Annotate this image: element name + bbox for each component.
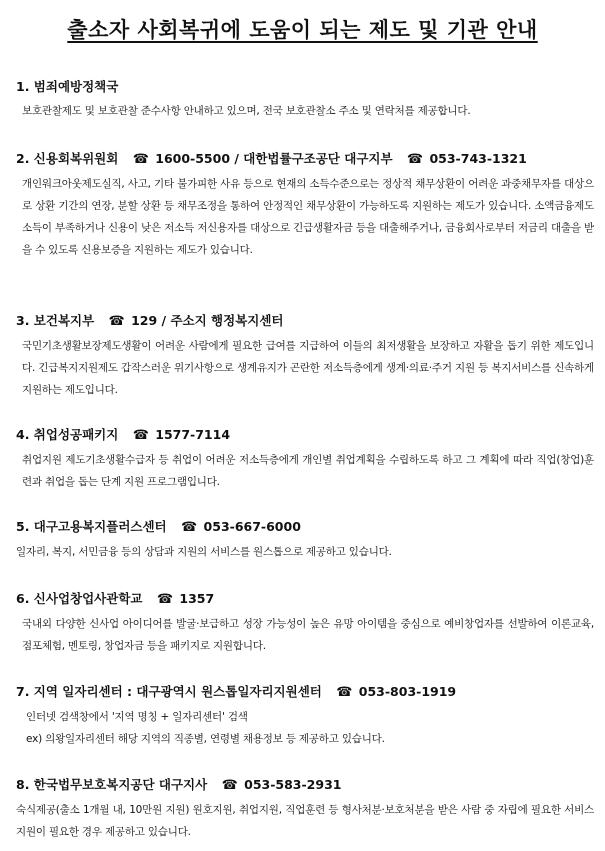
section-body [16,173,594,261]
section-body [16,449,594,493]
contact-phone: 1357 [179,591,215,606]
section-paragraph: 일자리, 복지, 서민금융 등의 상담과 지원의 서비스를 원스톱으로 제공하고 있습니다. [16,546,392,558]
section-heading: 1. 범죄예방정책국 [16,79,119,94]
contact-phone: 053-667-6000 [203,519,301,534]
contact-phone: 129 / 주소지 행정복지센터 [131,313,284,328]
section-legal-protection-welfare [16,776,594,843]
section-credit-recovery [16,150,594,261]
section-startup-academy [16,590,594,657]
section-heading-title: 6. 신사업창업사관학교 [16,591,143,606]
section-body [16,799,594,843]
page-title [0,14,605,44]
section-paragraph: 국내외 다양한 신사업 아이디어를 발굴·보급하고 성장 가능성이 높은 유망 아이템을 중심으로 예비창업자를 선발하여 이론교육, 점포체험, 멘토링, 창업자금 등을 패키지로 지원합니다. [22,618,594,652]
section-paragraph: 국민기초생활보장제도생활이 어려운 사람에게 필요한 급여를 지급하여 이들의 최저생활을 보장하고 자활을 돕기 위한 제도입니다. 긴급복지지원제도 갑작스러운 위기사항으로 생계유지가 곤란한 저소득층에게 생계·의료·주거 지원 등 복지서비스를 신속하게 지원하는 제도입니다. [22,340,594,396]
section-paragraph: 보호관찰제도 및 보호관찰 준수사항 안내하고 있으며, 전국 보호관찰소 주소 및 연락처를 제공합니다. [22,105,471,117]
section-heading [16,590,594,609]
section-heading [16,426,594,445]
section-crime-prevention [16,78,594,122]
section-heading-title: 4. 취업성공패키지 [16,427,119,442]
section-heading-title: 8. 한국법무보호복지공단 대구지사 [16,777,208,792]
section-heading-title: 2. 신용회복위원회 [16,151,119,166]
section-body [16,541,594,563]
section-heading [16,312,594,331]
page-title-text: 출소자 사회복귀에 도움이 되는 제도 및 기관 안내 [67,18,538,42]
section-body [16,613,594,657]
section-paragraph: 숙식제공(출소 1개월 내, 10만원 지원) 원호지원, 취업지원, 직업훈련 등 형사처분·보호처분을 받은 사람 중 자립에 필요한 서비스 지원이 필요한 경우 제공하고 있습니다. [16,804,594,838]
section-heading [16,150,594,169]
section-job-center [16,683,594,750]
contact-phone: 053-583-2931 [244,777,342,792]
section-paragraph: ex) 의왕일자리센터 해당 지역의 직종별, 연령별 채용정보 등 제공하고 있습니다. [26,733,385,745]
telephone-icon: ☎ [406,152,424,167]
telephone-icon: ☎ [336,685,353,700]
telephone-icon: ☎ [221,778,238,793]
section-heading-title: 5. 대구고용복지플러스센터 [16,519,167,534]
section-employment-package [16,426,594,493]
contact-phone: 1600-5500 / 대한법률구조공단 대구지부 [155,151,393,166]
section-health-welfare [16,312,594,401]
contact-phone: 053-803-1919 [358,684,457,699]
section-employment-welfare-center [16,518,594,563]
telephone-icon: ☎ [156,592,174,607]
section-heading-title: 3. 보건복지부 [16,313,95,328]
section-heading [16,683,594,702]
section-paragraph: 인터넷 검색창에서 '지역 명칭 + 일자리센터' 검색 [26,711,248,723]
contact-phone: 053-743-1321 [429,151,527,166]
section-body [16,335,594,401]
telephone-icon: ☎ [132,428,149,443]
telephone-icon: ☎ [108,314,125,329]
section-paragraph: 개인워크아웃제도실직, 사고, 기타 불가피한 사유 등으로 현재의 소득수준으로는 정상적 채무상환이 어려운 과중채무자를 대상으로 상환 기간의 연장, 분할 상환 등 채무조정을 통하여 안정적인 채무상환이 가능하도록 지원하는 제도가 있습니다. 소액금융제도소득이 부족하거나 신용이 낮은 저소득 저신용자를 대상으로 긴급생활자금 등을 대출해주거나, 금융회사로부터 저금리 대출을 받을 수 있도록 신용보증을 지원하는 제도가 있습니다. [22,178,594,256]
telephone-icon: ☎ [180,520,198,535]
telephone-icon: ☎ [132,152,149,167]
section-paragraph: 취업지원 제도기초생활수급자 등 취업이 어려운 저소득층에게 개인별 취업계획을 수립하도록 하고 그 계획에 따라 직업(창업)훈련과 취업을 돕는 단계 지원 프로그램입니다. [22,454,594,488]
section-heading-title: 7. 지역 일자리센터 : 대구광역시 원스톱일자리지원센터 [16,684,322,699]
section-body [16,706,594,750]
contact-phone: 1577-7114 [155,427,231,442]
section-body [16,100,594,122]
section-heading [16,518,594,537]
section-heading [16,776,594,795]
